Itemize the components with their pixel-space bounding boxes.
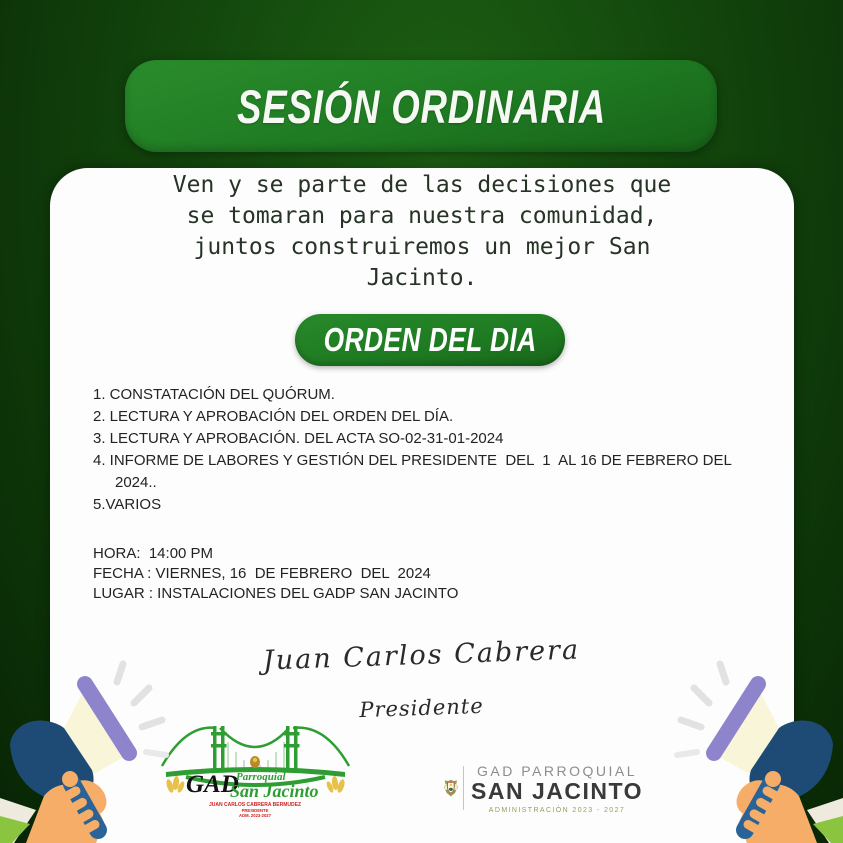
agenda-banner (295, 314, 565, 366)
event-time: HORA: 14:00 PM (93, 545, 214, 562)
crest-icon (443, 755, 459, 821)
crest-line1: GAD PARROQUIAL (477, 762, 637, 779)
agenda-item-2: 2. LECTURA Y APROBACIÓN DEL ORDEN DEL DÍA. (93, 408, 454, 425)
bridge-logo-parroquial: Parroquial (236, 771, 286, 783)
agenda-item-3: 3. LECTURA Y APROBACIÓN. DEL ACTA SO-02-31-01-2024 (93, 430, 504, 447)
bridge-logo-president-title: PRESIDENTE (241, 808, 269, 813)
agenda-item-1: 1. CONSTATACIÓN DEL QUÓRUM. (93, 386, 335, 403)
event-location: LUGAR : INSTALACIONES DEL GADP SAN JACINTO (93, 585, 459, 602)
wheat-right-icon (325, 776, 346, 794)
crest-line2: SAN JACINTO (471, 777, 643, 804)
bridge-logo-gad: GAD (186, 771, 239, 798)
session-title: SESIÓN ORDINARIA (236, 79, 606, 133)
agenda-list (93, 384, 741, 516)
agenda-item-5: 5.VARIOS (93, 496, 162, 513)
signature-name: Juan Carlos Cabrera (262, 634, 581, 677)
agenda-item-4: 4. INFORME DE LABORES Y GESTIÓN DEL PRESIDENTE DEL 1 AL 16 DE FEBRERO DEL 2024.. (93, 452, 736, 491)
bridge-logo-administration: ADM. 2023-2027 (239, 813, 271, 818)
crest-text-block (471, 763, 643, 814)
bridge-logo-president-name: JUAN CARLOS CABRERA BERMUDEZ (208, 802, 302, 808)
bridge-logo (158, 720, 353, 818)
event-details (93, 544, 713, 604)
megaphone-left-icon (0, 660, 180, 843)
crest-logo (443, 752, 643, 824)
agenda-title: ORDEN DEL DIA (323, 321, 537, 358)
intro-text: Ven y se parte de las decisiones que se tomaran para nuestra comunidad, juntos construiremos un mejor San Jacinto. (172, 172, 672, 291)
megaphone-right-icon (663, 660, 843, 843)
session-banner (125, 60, 717, 152)
crest-line3: ADMINISTRACIÓN 2023 - 2027 (488, 806, 626, 814)
event-date: FECHA : VIERNES, 16 DE FEBRERO DEL 2024 (93, 565, 431, 582)
signature-role: Presidente (358, 693, 485, 723)
bridge-logo-sanjacinto: San Jacinto (230, 781, 319, 801)
